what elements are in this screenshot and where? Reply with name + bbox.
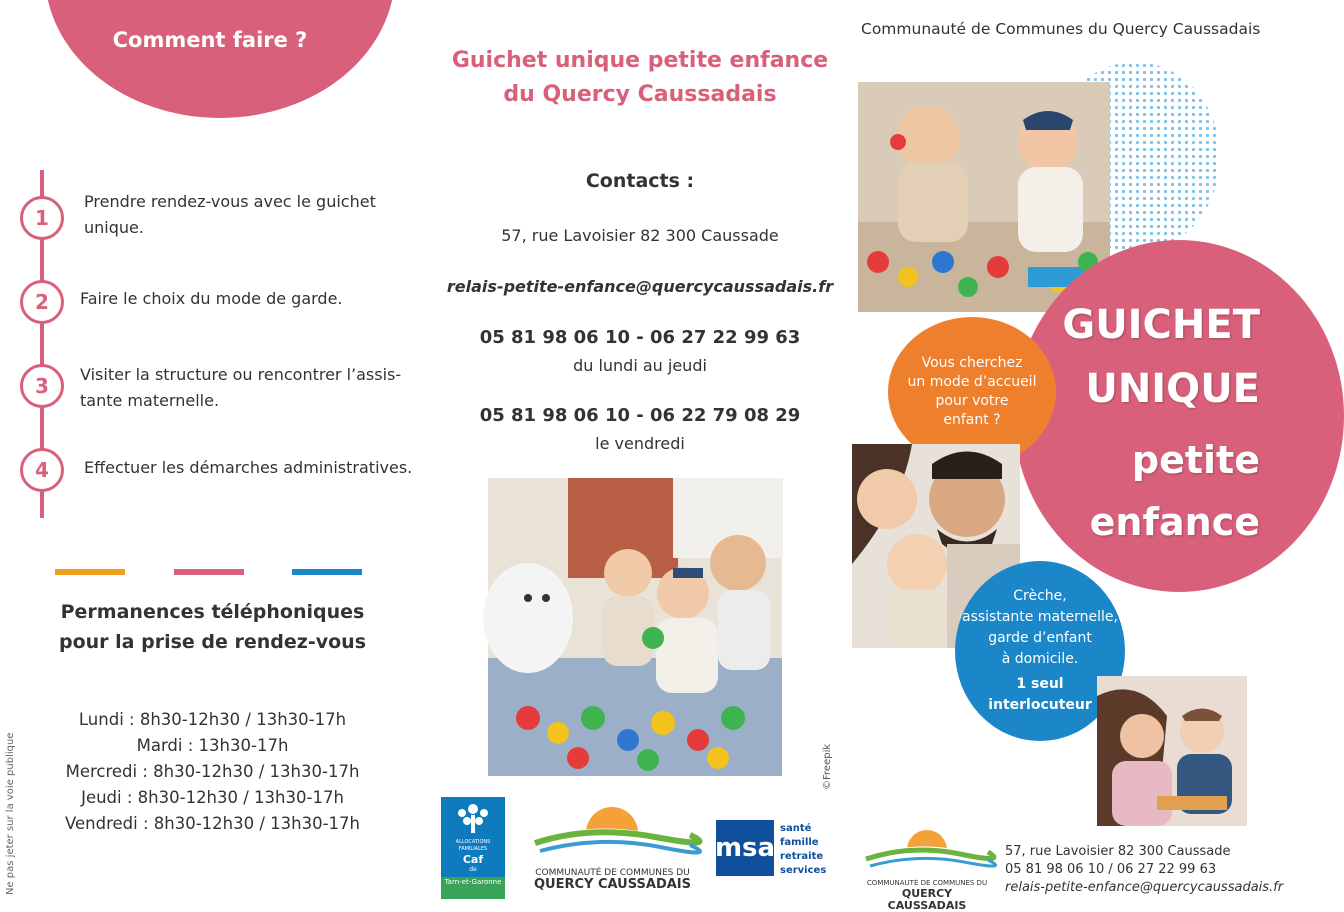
caf-name: Caf	[462, 853, 484, 866]
caf-top-label: ALLOCATIONS FAMILIALES	[455, 839, 491, 852]
contacts-title: Contacts :	[585, 170, 695, 192]
step-number-1: 1	[20, 196, 64, 240]
contact-address: 57, rue Lavoisier 82 300 Caussade	[501, 226, 779, 245]
guichet-title-line2: du Quercy Caussadais	[503, 82, 777, 107]
contact-phone-2-days: le vendredi	[595, 434, 685, 453]
msa-services-text	[780, 822, 826, 878]
howto-title: Comment faire ?	[112, 28, 308, 52]
services-bold-line: interlocuteur	[988, 697, 1092, 713]
contact-phone-1-days: du lundi au jeudi	[573, 356, 707, 375]
step-text-1: Prendre rendez-vous avec le guichet unique.	[84, 192, 376, 237]
mother-child-photo	[1097, 676, 1247, 826]
guichet-title	[440, 44, 840, 112]
contact-phone-1: 05 81 98 06 10 - 06 27 22 99 63	[479, 327, 801, 348]
footer-email[interactable]: relais-petite-enfance@quercycaussadais.fr	[1005, 880, 1284, 895]
photo-credit: ©Freepik	[822, 743, 833, 790]
hours-line-monday: Lundi : 8h30-12h30 / 13h30-17h	[78, 710, 347, 729]
caf-region: Tarn-et-Garonne	[441, 877, 505, 899]
services-bold-line: 1 seul	[1016, 676, 1064, 692]
color-bar-orange	[55, 569, 125, 575]
cc-landscape-icon	[530, 803, 695, 863]
services-line: Crèche,	[1013, 588, 1067, 604]
footer-phones: 05 81 98 06 10 / 06 27 22 99 63	[1005, 862, 1217, 877]
hours-line-friday: Vendredi : 8h30-12h30 / 13h30-17h	[64, 814, 361, 833]
cc-landscape-icon	[862, 828, 992, 874]
big-title-petite: petite	[1131, 438, 1260, 482]
header-blob	[45, 0, 395, 118]
caf-de: de	[469, 866, 477, 873]
guichet-title-line1: Guichet unique petite enfance	[451, 48, 829, 73]
cc-logo-right	[862, 828, 992, 912]
cc-small-label: COMMUNAUTÉ DE COMMUNES DU	[535, 868, 690, 878]
color-bar-pink	[174, 569, 244, 575]
big-title-unique: UNIQUE	[1085, 366, 1260, 412]
cc-small-label: COMMUNAUTÉ DE COMMUNES DU	[866, 879, 988, 887]
services-line: à domicile.	[1001, 651, 1079, 667]
step-number-2: 2	[20, 280, 64, 324]
caf-logo	[441, 797, 505, 899]
cc-logo-middle	[530, 803, 695, 898]
caf-family-icon	[453, 801, 493, 835]
big-title-enfance: enfance	[1089, 500, 1260, 544]
disposal-note: Ne pas jeter sur la voie publique	[5, 732, 16, 895]
services-line: assistante maternelle,	[961, 609, 1118, 625]
question-line: un mode d’accueil	[907, 374, 1037, 390]
msa-line: services	[780, 865, 827, 876]
question-line: pour votre	[935, 393, 1009, 409]
children-playing-photo	[488, 478, 782, 776]
hours-line-thursday: Jeudi : 8h30-12h30 / 13h30-17h	[81, 788, 344, 807]
services-line: garde d’enfant	[988, 630, 1092, 646]
cc-big-label: QUERCY CAUSSADAIS	[534, 877, 691, 892]
footer-address: 57, rue Lavoisier 82 300 Caussade	[1005, 844, 1231, 859]
question-line: enfant ?	[943, 412, 1001, 428]
contact-phone-2: 05 81 98 06 10 - 06 22 79 08 29	[479, 405, 801, 426]
big-title-guichet: GUICHET	[1062, 302, 1260, 348]
step-text-3: Visiter la structure ou rencontrer l’assis-tante maternelle.	[80, 365, 402, 410]
question-line: Vous cherchez	[921, 355, 1023, 371]
step-number-3: 3	[20, 364, 64, 408]
right-header: Communauté de Communes du Quercy Caussadais	[861, 20, 1261, 38]
hours-line-wednesday: Mercredi : 8h30-12h30 / 13h30-17h	[65, 762, 360, 781]
contact-email[interactable]: relais-petite-enfance@quercycaussadais.fr	[446, 277, 834, 296]
cc-big-label: QUERCY CAUSSADAIS	[887, 887, 967, 912]
msa-line: retraite	[780, 851, 824, 862]
color-bar-blue	[292, 569, 362, 575]
babies-toys-photo	[858, 82, 1110, 312]
step-text-2: Faire le choix du mode de garde.	[80, 289, 343, 308]
msa-line: famille	[780, 837, 819, 848]
step-text-4: Effectuer les démarches administratives.	[84, 458, 413, 477]
msa-line: santé	[780, 823, 812, 834]
hours-line-tuesday: Mardi : 13h30-17h	[136, 736, 289, 755]
permanence-title: Permanences téléphoniques pour la prise de rendez-vous	[59, 601, 366, 653]
msa-logo: msa	[716, 820, 774, 876]
step-number-4: 4	[20, 448, 64, 492]
footer-contact	[1005, 843, 1283, 897]
